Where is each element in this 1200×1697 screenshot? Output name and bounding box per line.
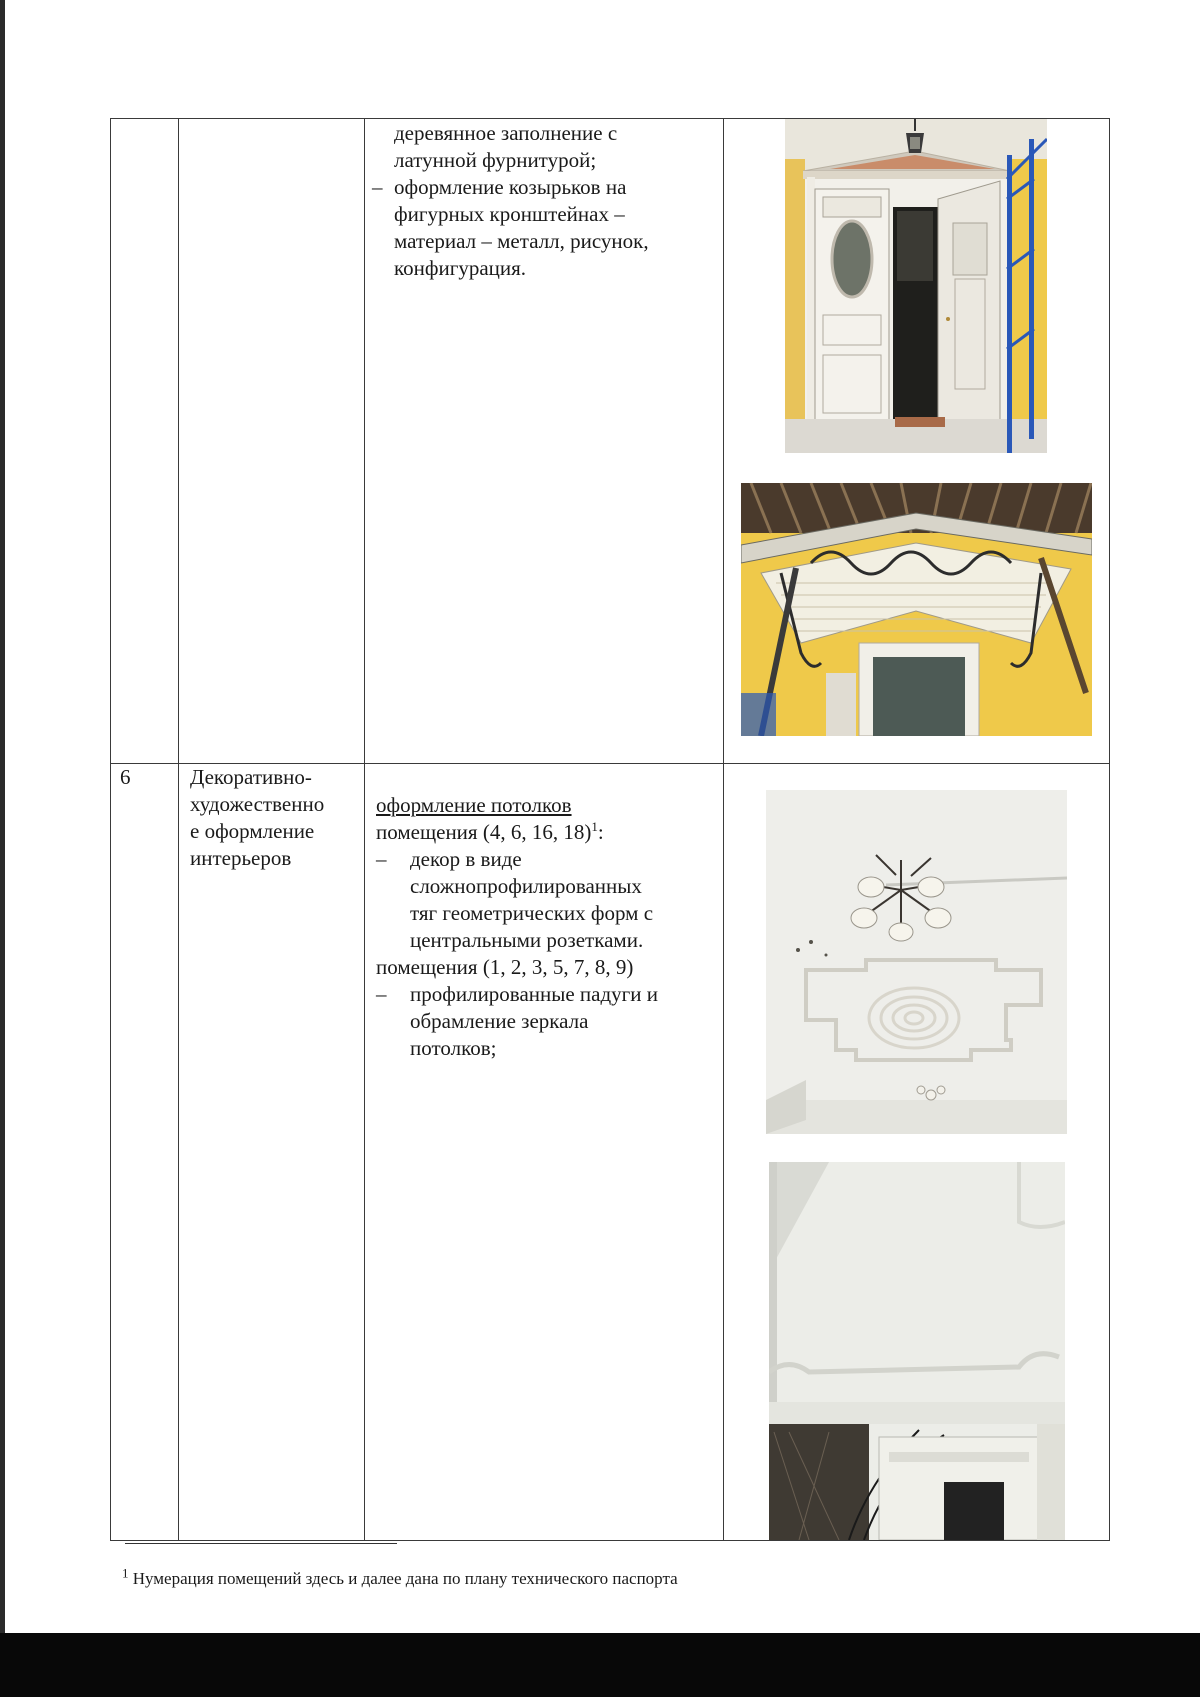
description-line: фигурных кронштейнах – bbox=[394, 202, 625, 226]
room-group-label bbox=[376, 819, 716, 846]
list-item bbox=[376, 846, 716, 954]
description-line: латунной фурнитурой; bbox=[394, 148, 597, 172]
list-item bbox=[376, 981, 716, 1062]
list-line: декор в виде bbox=[410, 847, 522, 871]
ceiling-rosette-image bbox=[766, 790, 1067, 1134]
list-dash: – bbox=[372, 175, 383, 199]
description-line: оформление козырьков на bbox=[394, 175, 627, 199]
row-number: 6 bbox=[120, 765, 131, 789]
room-group-label: помещения (1, 2, 3, 5, 7, 8, 9) bbox=[376, 955, 634, 979]
list-line: сложнопрофилированных bbox=[410, 874, 642, 898]
column-divider-3 bbox=[723, 118, 724, 1541]
list-line: тяг геометрических форм с bbox=[410, 901, 654, 925]
ceiling-molding-image bbox=[769, 1162, 1065, 1540]
category-name bbox=[190, 764, 365, 872]
table-border-left bbox=[110, 118, 111, 1541]
row-6-description bbox=[376, 792, 716, 1062]
list-line: потолков; bbox=[410, 1036, 497, 1060]
footnote-ref: 1 bbox=[591, 819, 598, 834]
footnote-text: Нумерация помещений здесь и далее дана по плану технического паспорта bbox=[132, 1569, 678, 1588]
description-line: конфигурация. bbox=[394, 256, 527, 280]
list-dash: – bbox=[376, 982, 387, 1006]
scan-left-edge bbox=[0, 0, 5, 1635]
section-heading: оформление потолков bbox=[376, 793, 572, 817]
room-group-text: помещения (4, 6, 16, 18) bbox=[376, 820, 592, 844]
footnote bbox=[122, 1565, 678, 1590]
category-name-line: интерьеров bbox=[190, 846, 292, 870]
ceiling-corner-photo bbox=[769, 1162, 1065, 1540]
category-name-line: е оформление bbox=[190, 819, 315, 843]
category-name-line: Декоративно- bbox=[190, 765, 312, 789]
canopy-photo bbox=[741, 483, 1092, 736]
ceiling-rosette-photo bbox=[766, 790, 1067, 1134]
description-line: материал – металл, рисунок, bbox=[394, 229, 649, 253]
door-photo bbox=[785, 119, 1047, 453]
description-line: деревянное заполнение с bbox=[394, 121, 618, 145]
colon: : bbox=[597, 820, 604, 844]
list-item bbox=[372, 174, 717, 282]
list-line: профилированные падуги и bbox=[410, 982, 659, 1006]
category-name-line: художественно bbox=[190, 792, 325, 816]
scan-bottom-band bbox=[0, 1633, 1200, 1697]
list-line: центральными розетками. bbox=[410, 928, 644, 952]
entrance-door-image bbox=[785, 119, 1047, 453]
list-line: обрамление зеркала bbox=[410, 1009, 589, 1033]
column-divider-1 bbox=[178, 118, 179, 1541]
table-border-bottom bbox=[110, 1540, 1110, 1541]
canopy-bracket-image bbox=[741, 483, 1092, 736]
footnote-marker: 1 bbox=[122, 1565, 129, 1581]
list-dash: – bbox=[376, 847, 387, 871]
table-border-right bbox=[1109, 118, 1110, 1541]
previous-row-description bbox=[372, 120, 717, 282]
footnote-separator bbox=[125, 1543, 397, 1544]
